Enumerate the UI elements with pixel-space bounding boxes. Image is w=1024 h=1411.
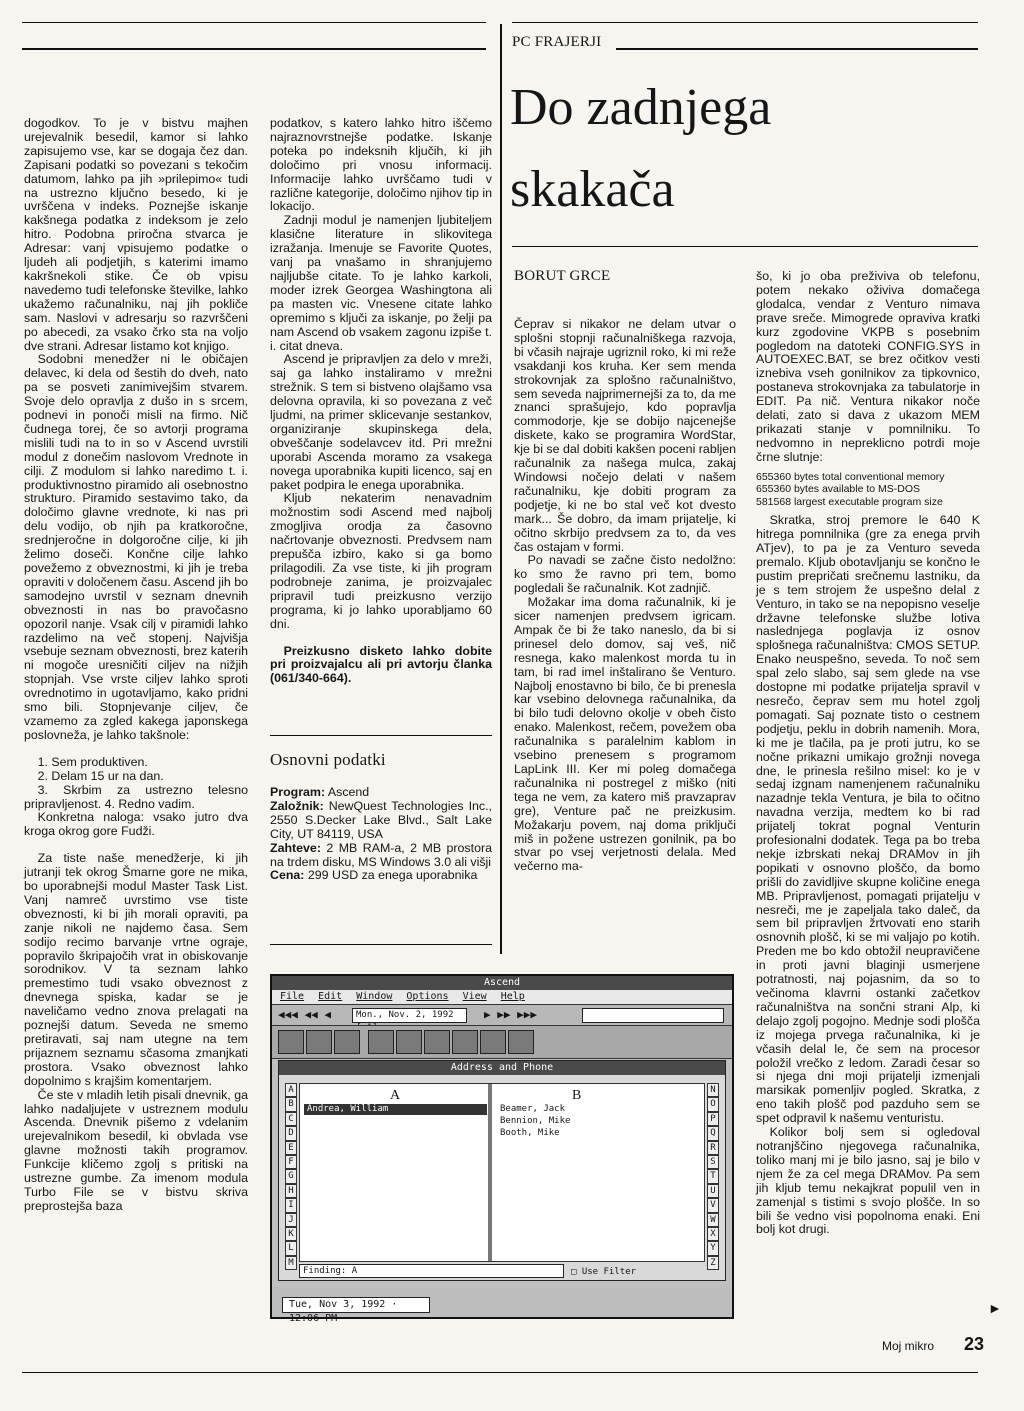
tool-button[interactable] (424, 1030, 450, 1054)
requirements-label: Zahteve: (270, 840, 321, 855)
letter-tab[interactable]: Z (707, 1256, 719, 1270)
address-book (299, 1083, 705, 1262)
prev-arrows-icon[interactable]: ◀◀◀ ◀◀ ◀ (278, 1008, 331, 1021)
column-2 (270, 117, 492, 686)
letter-tab[interactable]: J (285, 1213, 297, 1227)
menu-item[interactable]: View (462, 991, 487, 1002)
menu-item[interactable]: Options (406, 991, 449, 1002)
letter-tab[interactable]: S (707, 1155, 719, 1169)
letter-tab[interactable]: A (285, 1083, 297, 1097)
use-filter-label: Use Filter (581, 1267, 637, 1277)
checkbox-icon: □ (571, 1267, 577, 1277)
mem-line: 655360 bytes total conventional memory (756, 470, 945, 483)
header-rule-left (22, 48, 486, 50)
page-letter-b: B (572, 1088, 582, 1103)
next-arrows-icon[interactable]: ▶ ▶▶ ▶▶▶ (484, 1008, 537, 1021)
col2-paragraph: Zadnji modul je namenjen ljubiteljem klasične literature in slikovitega izražanja. Imenuje se Favorite Quotes, vanj pa vnašamo in shranjujemo najljubše citate. To je lahko karkoli, moder izrek Georgea Washingtona ali pa masten vic. Vnesene citate lahko opremimo s ključi za iskanje, po želji pa nam Ascend ob vsakem zagonu izpiše t. i. citat dneva. (270, 213, 492, 353)
requirements-value: 2 MB RAM-a, 2 MB prostora na trdem disku, MS Windows 3.0 ali višji (270, 840, 492, 869)
page-letter-a: A (390, 1088, 401, 1103)
address-window (278, 1060, 726, 1281)
letter-tab[interactable]: V (707, 1198, 719, 1212)
menu-bar (272, 990, 732, 1005)
letter-tab[interactable]: Q (707, 1126, 719, 1140)
col1-paragraph: Sodobni menedžer ni le običajen delavec, ki dela od šestih do dveh, nato pa se posveti zanimivejšim stvarem. Svoje delo opravlja z dušo in s srcem, podnevi in ponoči misli na firmo. Nič čudnega torej, če so avtorji programa mislili tudi na to in so v Ascend uvrstili modul z donečim naslovom Vrednote in cilji. Z modulom si lahko naredimo t. i. produktivnostno piramido ali osebnostno strukturo. Piramido sestavimo tako, da določimo glavne vrednote, ki nas pri delu vodijo, ob njih pa kratkoročne, srednjeročne in dolgoročne cilje, ki jih želimo doseči. Končne cilje lahko povežemo z obveznostmi, ki jih je treba opraviti v določenem času. Ascend jih bo samodejno uvrstil v seznam dnevnih obveznosti in nas bo pravočasno opozoril nanje. Vsak cilj v piramidi lahko razdelimo na več stopenj. Najvišja vsebuje seznam obveznosti, brez katerih ni mogoče uresničiti ciljev na nižjih stopnjah. Vse vrste ciljev lahko sproti ovrednotimo in ugotavljamo, kako pridni smo bili. Stopnjevanje ciljev, če vzamemo za zgled kakega japonskega poslovneža, je lahko takšnole: (24, 352, 248, 742)
menu-item[interactable]: Window (356, 991, 393, 1002)
tool-button[interactable] (334, 1030, 360, 1054)
letter-tabs-left (285, 1083, 297, 1270)
address-entry[interactable]: Booth, Mike (500, 1128, 560, 1138)
column-4 (756, 270, 980, 1237)
col4-paragraph: šo, ki jo oba preživiva ob telefonu, potem nekako oživiva domačega glodalca, vendar z Venturo nimava prave sreče. Mimogrede opraviva kratki kurz zgodovine VKPB s posebnim pogledom na datoteki CONFIG.SYS in AUTOEXEC.BAT, se brez očitkov vesti iznebiva vseh gonilnikov za tipkovnico, postaneva strokovnjaka za tabulatorje in EDIT. Pa nič. Ventura nikakor noče delati, zato si dava z ukazom MEM prikazati stanje v pomnilniku. To nedvomno in nepreklicno potrdi moje črne slutnje: (756, 269, 980, 464)
tool-button[interactable] (480, 1030, 506, 1054)
col3-paragraph: Po navadi se začne čisto nedolžno: ko smo že ravno pri tem, bomo pogledali še računalnik. Kot zadnjič. (514, 553, 736, 596)
address-entry[interactable]: Bennion, Mike (500, 1116, 571, 1126)
letter-tab[interactable]: H (285, 1184, 297, 1198)
column-1 (24, 117, 248, 1214)
letter-tab[interactable]: O (707, 1097, 719, 1111)
use-filter-checkbox[interactable] (571, 1266, 636, 1278)
mem-line: 655360 bytes available to MS-DOS (756, 483, 921, 496)
col3-paragraph: Možakar ima doma računalnik, ki je sicer namenjen predvsem igricam. Ampak če bi že tako naneslo, da bi si prinesel delo domov, saj veš, nič resnega, kako malenkost morda tu in tam, bi rad imel inštalirano še Venturo. Najbolj enostavno bi bilo, če bi prenesla kar vsebino delovnega računalnika, da bi bilo tudi delovno okolje v obeh čisto enako. Malenkost, rečem, povežem oba računalnika s paralelnim kablom in vsebino prenesem s programom LapLink III. Ker mi poleg domačega računalnika ni postregel z miško (niti tega ne vem, za katero miš pravzaprav gre), Venture pač ne preizkusim. Možakarju povem, naj doma priključi miš in požene ustrezen gonilnik, pa bo stvar po vsej verjetnosti delala. Med večerno ma- (514, 595, 736, 874)
info-box (270, 786, 492, 883)
letter-tab[interactable]: K (285, 1227, 297, 1241)
tool-button[interactable] (396, 1030, 422, 1054)
letter-tabs-right (707, 1083, 719, 1270)
blank-field[interactable] (582, 1008, 724, 1023)
letter-tab[interactable]: X (707, 1227, 719, 1241)
menu-item[interactable]: Edit (318, 991, 343, 1002)
col1-paragraph: Konkretna naloga: vsako jutro dva kroga okrog gore Fudži. (24, 810, 248, 839)
list-item: 1. Sem produktiven. (37, 754, 148, 769)
col3-paragraph: Čeprav si nikakor ne delam utvar o splošni stopnji računalniškega razvoja, bi včasih najraje ugriznil roko, ki mi reže vsakdanji kos kruha. Ker sem menda strokovnjak za splošno računalništvo, sem seveda najprimernejši za to, da me znanci sprašujejo, kdo popravlja commodorje, kje se dobijo najcenejše diskete, kako se programira WordStar, kje bi se dal dobiti kakšen poceni rabljen računalnik za našega mulca, zakaj Windowsi nočejo delati v našem računalniku, kje dobiti program za podjetje, ki ne bo stal več kot dvesto mark... Še dobro, da imam prijatelje, ki očitno skrbijo predvsem za to, da ves čas ostajam v formi. (514, 317, 736, 554)
col4-paragraph: Kolikor bolj sem si ogledoval notranjščino njegovega računalnika, toliko manj mi je bilo jasno, saj je bilo v njem že za cel mega DRAMov. Pa sem jih kljub temu nekajkrat populil ven in zamenjal s tistimi s svojo plošče. In so bili še vedno visi popolnoma enaki. Eni bolj kot drugi. (756, 1125, 980, 1237)
mem-output (756, 471, 980, 509)
list-item: 2. Delam 15 ur na dan. (37, 768, 164, 783)
column-3 (514, 318, 736, 874)
col1-paragraph: dogodkov. To je v bistvu majhen urejevalnik besedil, kamor si lahko zapisujemo vse, kar se dogaja čez dan. Zapisani podatki so povezani s tekočim datumom, lahko pa jih »prilepimo« tudi na ustrezno ključno besedo, ki je uvrščena v indeks. Poznejše iskanje kakšnega podatka z indeksom je zelo hitro. Podobna priročna stvarca je Adresar: vanj vpisujemo podatke o ljudeh ali podjetjih, s katerimi imamo kakršnekoli stike. Če ob vpisu navedemo tudi telefonske številke, lahko ukažemo računalniku, naj jih pokliče sam. Naslovi v adresarju so razvrščeni po abecedi, za vsako črko sta na voljo dve strani. Adresar listamo kot knjigo. (24, 116, 248, 353)
tool-button[interactable] (278, 1030, 304, 1054)
program-value: Ascend (327, 785, 370, 799)
letter-tab[interactable]: W (707, 1213, 719, 1227)
col2-paragraph: Kljub nekaterim nenavadnim možnostim sodi Ascend med najbolj zmogljiva orodja za časovno načrtovanje obveznosti. Predvsem nam prepušča izbiro, kako si ga bomo prilagodili. Za vse tiste, ki jih program podrobneje zanima, je proizvajalec pripravil tudi preizkusno verzijo programa, ki jo lahko uporabljamo 60 dni. (270, 491, 492, 631)
info-rule-top (270, 735, 492, 736)
status-date: Tue, Nov 3, 1992 · 12:06 PM (282, 1297, 430, 1313)
price-label: Cena: (270, 868, 305, 883)
publisher-value: NewQuest Technologies Inc., 2550 S.Decker Lake Blvd., Salt Lake City, UT 84119, USA (270, 798, 492, 841)
tool-button[interactable] (452, 1030, 478, 1054)
ascend-screenshot (270, 974, 734, 1324)
title-line-1: Do zadnjega (510, 79, 772, 136)
tool-button[interactable] (306, 1030, 332, 1054)
menu-item[interactable]: Help (500, 991, 525, 1002)
letter-tab[interactable]: U (707, 1184, 719, 1198)
letter-tab[interactable]: D (285, 1126, 297, 1140)
col1-paragraph: Če ste v mladih letih pisali dnevnik, ga lahko nadaljujete v ustreznem modulu Ascenda. Dnevnik pišemo z vdelanim urejevalnikom besedil, ki obvlada vse glavne možnosti takih programov. Funkcije kličemo zgolj s pritiski na ustrezne gumbe. Za imenom modula Turbo File se v bistvu skriva preprostejša baza (24, 1087, 248, 1213)
window-title: Ascend (272, 976, 732, 990)
author: BORUT GRCE (514, 268, 611, 284)
letter-tab[interactable]: Y (707, 1241, 719, 1255)
address-entry-selected[interactable]: Andrea, William (304, 1104, 487, 1115)
letter-tab[interactable]: R (707, 1141, 719, 1155)
letter-tab[interactable]: M (285, 1256, 297, 1270)
letter-tab[interactable]: T (707, 1169, 719, 1183)
letter-tab[interactable]: I (285, 1198, 297, 1212)
price-value: 299 USD za enega uporabnika (307, 868, 478, 883)
book-spine (488, 1084, 492, 1261)
menu-item[interactable]: File (280, 991, 305, 1002)
list-item: 3. Skrbim za ustrezno telesno pripravljenost. 4. Redno vadim. (24, 782, 248, 811)
status-bar (272, 1287, 732, 1324)
tool-button[interactable] (368, 1030, 394, 1054)
footer-magazine: Moj mikro (882, 1339, 935, 1353)
article-title (510, 80, 771, 218)
download-note: Preizkusno disketo lahko dobite pri proizvajalcu ali pri avtorju članka (061/340-664). (270, 643, 492, 686)
title-rule (512, 246, 978, 247)
date-field[interactable]: Mon., Nov. 2, 1992 (352, 1008, 467, 1023)
section-header: PC FRAJERJI (512, 34, 602, 50)
letter-tab[interactable]: N (707, 1083, 719, 1097)
info-rule-bottom (270, 944, 492, 945)
toolbar (272, 1026, 732, 1059)
letter-tab[interactable]: C (285, 1112, 297, 1126)
mem-line: 581568 largest executable program size (756, 495, 943, 508)
continue-arrow-icon: ► (988, 1300, 1002, 1316)
info-section-title: Osnovni podatki (270, 750, 386, 769)
footer-page-number: 23 (964, 1334, 985, 1354)
header-rule-right (616, 48, 978, 50)
col1-paragraph: Za tiste naše menedžerje, ki jih jutranji tek okrog Šmarne gore ne mika, bo uporabnejši modul Master Task List. Vanj namreč uvrstimo vse tiste obveznosti, ki bi jih morali opraviti, pa zanje nikoli ne najdemo časa. Sem sodijo recimo barvanje vrtne ograje, popravilo škripajočih vrat in obiskovanje sorodnikov. V ta seznam lahko premestimo tudi vsako obveznost z dnevnega spiska, kadar se je naveličamo vedno znova prelagati na poznejši datum. Seveda ne smemo pretiravati, saj nam utegne na tem prijaznem seznamu sčasoma zmanjkati prostora. Vsako obveznost lahko dopolnimo s krajšim komentarjem. (24, 851, 248, 1088)
date-nav (272, 1005, 732, 1026)
address-title: Address and Phone (279, 1061, 725, 1075)
address-entry[interactable]: Beamer, Jack (500, 1104, 566, 1114)
letter-tab[interactable]: L (285, 1241, 297, 1255)
bottom-rule (22, 1372, 978, 1373)
top-rule-right (512, 22, 978, 23)
letter-tab[interactable]: F (285, 1155, 297, 1169)
col2-paragraph: podatkov, s katero lahko hitro iščemo najraznovrstnejše podatke. Iskanje poteka po indeksnih ključih, ki jih določimo pri vnosu informacij. Informacije lahko uvrščamo tudi v različne kategorije, določimo njihov tip in lokacijo. (270, 116, 492, 214)
col2-paragraph: Ascend je pripravljen za delo v mreži, saj ga lahko instaliramo v mrežni strežnik. S tem si bistveno olajšamo vsa delovna opravila, ki so povezana z več ljudmi, na primer sklicevanje sestankov, organiziranje skupinskega dela, obveščanje sodelavcev itd. Pri mrežni uporabi Ascenda moramo za vsakega novega uporabnika kupiti licenco, saj en paket podpira le enega uporabnika. (270, 352, 492, 492)
program-label: Program: (270, 785, 326, 799)
tool-button[interactable] (508, 1030, 534, 1054)
finding-field[interactable]: Finding: A (299, 1264, 564, 1278)
top-rule-left (22, 22, 486, 23)
col4-paragraph: Skratka, stroj premore le 640 K hitrega pomnilnika (gre za enega prvih ATjev), to pa je za Venturo seveda premalo. Kljub obotavljanju se končno le pustim prepričati srečnemu lastniku, da je s tem strojem že uspešno delal z Venturo, in tako se na nepopisno veselje državne telefonske službe lotiva naslednjega poglavja iz osnov splošnega računalništva: CMOS SETUP. Enako neuspešno, seveda. To noč sem spal zelo slabo, saj sem glede na vse dostopne mi podatke prijatelja spravil v nesrečo, čeprav sem mu hotel zgolj pomagati. Saj poznate tisto o cestnem podjetju, peklu in dobrih namenih. Mora, ki me je tlačila, pa je proti jutru, ko se nočne prikazni umikajo grožnji novega dne, le prinesla rešilno misel: ko je v sedaj izgnam namenjenem računalniku nazadnje tekla Ventura, je bila to očitno navadna verzija, medtem ko bi rad prijatelj tokrat pognal Venturin profesionalni dodatek. Tega pa bo treba nekje izbrskati nekaj DRAMov in jih popikati v osnovno ploščo, da bomo prišli do zavidljive skupne količine enega MB. Pripravljenost, pomagati prijatelju v nesreči, me je zapeljala tako daleč, da sem bil pripravljen žrtvovati eno starih osnovnih plošč, ki se mi valjajo po kotih. Preden me bo kdo obtožil neupravičene in proti javni blaginji usmerjene potratnosti, naj pojasnim, da so to večinoma klavrni ostanki začetkov računalništva na sončni strani Alp, ki delajo zgolj pogojno. Mednje sodi plošča iz mojega prvega računalnika, ki je včasih delal le, če sem na procesor položil vrečko z ledom. Zaradi česar so si njega dni moji prijatelji izmenjali marsikak pomenljiv pogled. Skratka, z eno takih plošč pod pazduho sem se spet odpravil k našemu venturistu. (756, 513, 980, 1126)
letter-tab[interactable]: G (285, 1169, 297, 1183)
letter-tab[interactable]: B (285, 1097, 297, 1111)
publisher-label: Založnik: (270, 798, 324, 813)
title-line-2: skakača (510, 161, 675, 218)
letter-tab[interactable]: E (285, 1141, 297, 1155)
column-divider (500, 24, 502, 954)
letter-tab[interactable]: P (707, 1112, 719, 1126)
